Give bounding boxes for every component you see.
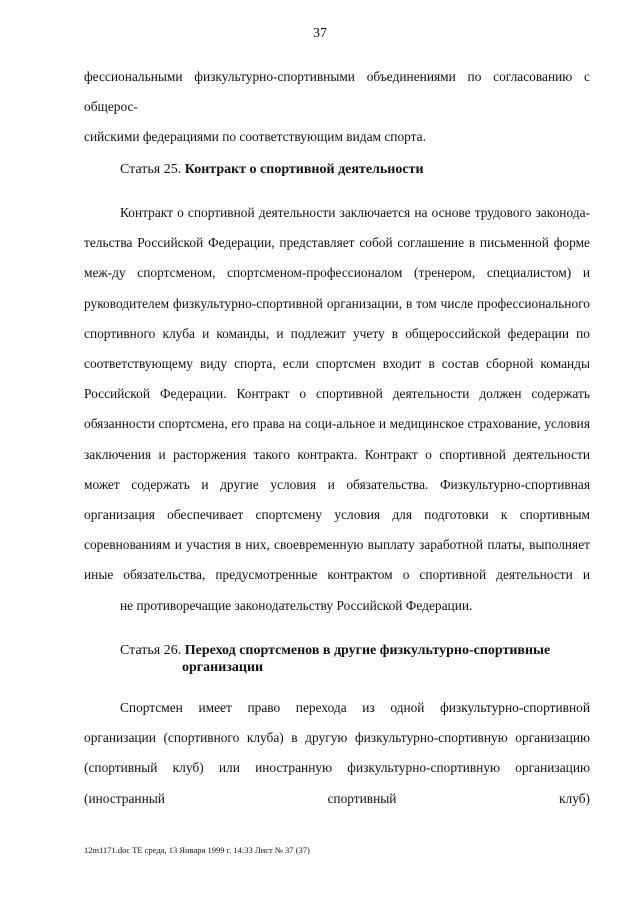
article-25-text: Контракт о спортивной деятельности заключается на основе трудового законода-тельства Российской Федерации, представляет собой соглашение в письменной форме меж-ду спортсменом, спортсменом-профессионалом (тренером, специалистом) и руководителем физкультурно-спортивной организации, в том числе профессионального спортивного клуба и команды, и подлежит учету в общероссийской федерации по соответствующему виду спорта, если спортсмен входит в состав сборной команды Российской Федерации. Контракт о спортивной деятельности должен содержать обязанности спортсмена, его права на соци-альное и медицинское страхование, условия заключения и расторжения такого контракта. Контракт о спортивной деятельности может содержать и другие условия и обязательства. Физкультурно-спортивная организация обеспечивает спортсмену условия для подготовки к спортивным соревнованиям и участия в них, своевременную выплату заработной платы, выполняет иные обязательства, предусмотренные контрактом о спортивной деятельности и: [84, 205, 590, 583]
article-25-title: Контракт о спортивной деятельности: [184, 162, 424, 177]
intro-last-line: сийскими федерациями по соответствующим видам спорта.: [84, 129, 426, 145]
article-26-title: Переход спортсменов в другие физкультурно-спортивные: [184, 643, 551, 658]
article-26-heading: [120, 642, 590, 676]
article-26-label: Статья 26.: [120, 643, 185, 658]
article-25-heading: [120, 161, 590, 178]
page-number: 37: [313, 26, 327, 41]
article-25-paragraph: [84, 198, 590, 621]
intro-text: фессиональными физкультурно-спортивными объединениями по согласованию с общерос-: [84, 69, 590, 115]
article-26-title-continuation: организации: [182, 660, 264, 675]
article-26-text: Спортсмен имеет право перехода из одной физкультурно-спортивной организации (спортивного клуба) в другую физкультурно-спортивную организацию (спортивный клуб) или иностранную физкультурно-спортивную организацию (иностранный спортивный клуб): [84, 700, 590, 806]
article-25-last-line: не противоречащие законодательству Российской Федерации.: [120, 597, 473, 613]
article-26-paragraph: [84, 693, 590, 814]
intro-paragraph: [84, 62, 590, 153]
document-footer: 12m1171.doc TE среда, 13 Января 1999 г. 14:33 Лист № 37 (37): [84, 845, 310, 855]
article-25-label: Статья 25.: [120, 162, 185, 177]
